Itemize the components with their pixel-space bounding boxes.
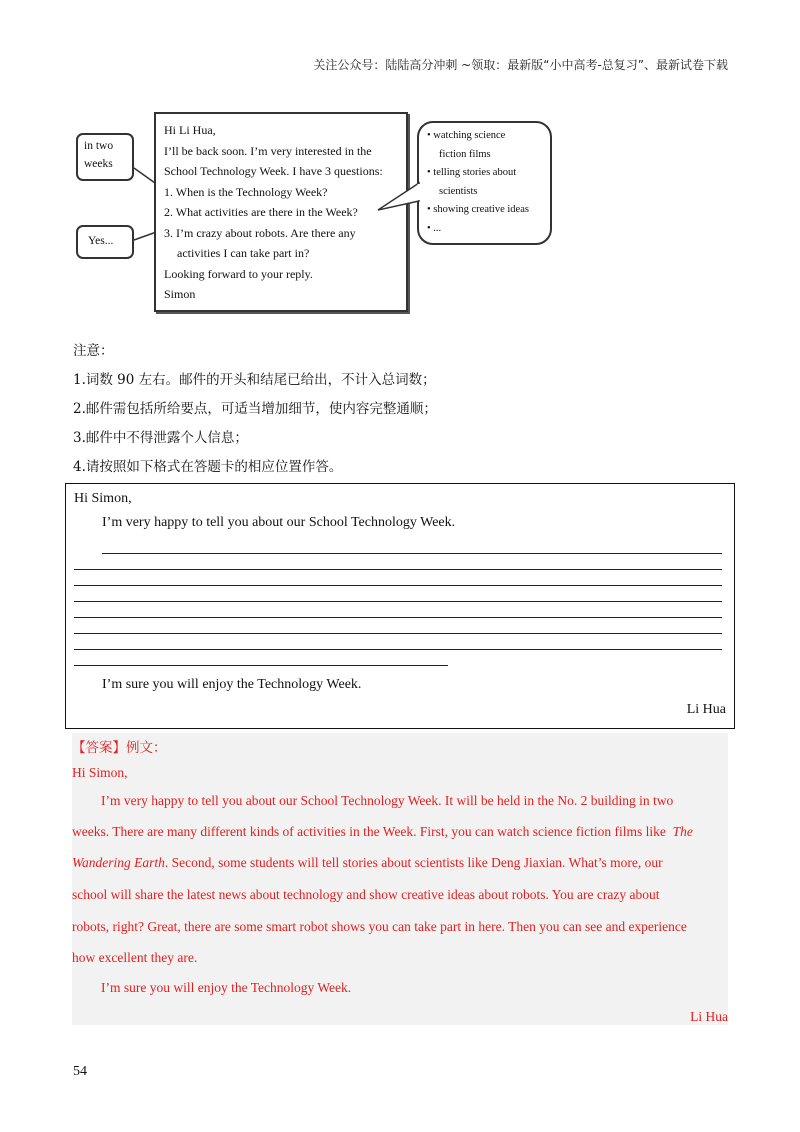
page-header: 关注公众号：陆陆高分冲刺 ~领取：最新版“小中高考-总复习”、最新试卷下载: [313, 58, 728, 72]
film-title-part: The: [672, 824, 693, 839]
answer-line: [74, 649, 722, 650]
writing-closing: I’m sure you will enjoy the Technology Week.: [102, 677, 362, 692]
page-number: 54: [73, 1064, 87, 1079]
bubble-item: • showing creative ideas: [427, 204, 529, 215]
email-line: 1. When is the Technology Week?: [164, 184, 328, 199]
bubble-item: scientists: [439, 185, 478, 197]
email-line: 2. What activities are there in the Week?: [164, 205, 358, 219]
bubble-item: • telling stories about: [427, 167, 517, 178]
answer-text: weeks. There are many different kinds of activities in the Week. First, you can watch science fiction films like: [72, 824, 666, 839]
answer-line: robots, right? Great, there are some smart robot shows you can take part in here. Then you can see and experience: [72, 919, 687, 934]
writing-opening: I’m very happy to tell you about our School Technology Week.: [102, 515, 456, 530]
email-figure: [70, 108, 560, 318]
answer-line: [74, 585, 722, 586]
writing-box: [65, 483, 735, 729]
note-item: 4.请按照如下格式在答题卡的相应位置作答。: [73, 459, 343, 475]
answer-line: [74, 665, 448, 666]
notes-title: 注意：: [73, 343, 114, 359]
answer-line: [72, 855, 663, 871]
email-line: activities I can take part in?: [177, 246, 310, 260]
email-line: Hi Li Hua,: [164, 123, 216, 137]
note-item: 1.词数 90 左右。邮件的开头和结尾已给出，不计入总词数；: [73, 372, 436, 388]
note-item: 2.邮件需包括所给要点，可适当增加细节，使内容完整通顺；: [73, 401, 437, 417]
note-yes: Yes...: [76, 225, 134, 259]
email-line: Looking forward to your reply.: [164, 266, 313, 281]
answer-line: I’m very happy to tell you about our School Technology Week. It will be held in the No. 2 building in two: [101, 793, 674, 808]
note-item: 3.邮件中不得泄露个人信息；: [73, 430, 248, 446]
note-when-line: in two: [84, 140, 114, 152]
bubble-item: • watching science: [427, 130, 506, 141]
note-when-line: weeks: [84, 158, 113, 170]
writing-greeting: Hi Simon,: [74, 491, 132, 506]
answer-section: [72, 733, 728, 1025]
answer-line: [74, 633, 722, 634]
answer-label: 【答案】例文：: [72, 740, 167, 756]
email-line: 3. I’m crazy about robots. Are there any: [164, 225, 356, 240]
answer-line: how excellent they are.: [72, 950, 198, 965]
answer-signature: Li Hua: [690, 1009, 728, 1024]
answer-line: [102, 553, 722, 554]
answer-line: [74, 601, 722, 602]
answer-greeting: Hi Simon,: [72, 765, 128, 780]
answer-text: . Second, some students will tell stories about scientists like Deng Jiaxian. What’s more, our: [164, 855, 663, 870]
email-line: Simon: [164, 287, 196, 301]
bubble-item: fiction films: [439, 148, 491, 160]
email-line: I’ll be back soon. I’m very interested in the: [164, 143, 372, 158]
answer-line: [72, 824, 693, 840]
answer-closing: I’m sure you will enjoy the Technology Week.: [101, 980, 352, 995]
answer-line: school will share the latest news about technology and show creative ideas about robots. You are crazy about: [72, 887, 660, 902]
answer-line: [74, 617, 722, 618]
answer-line: [74, 569, 722, 570]
bubble-tail: [70, 108, 560, 318]
film-title-part: Wandering Earth: [72, 855, 165, 870]
bubble-item: • ...: [427, 222, 442, 234]
email-line: School Technology Week. I have 3 questions:: [164, 164, 383, 178]
writing-signature: Li Hua: [686, 702, 726, 717]
